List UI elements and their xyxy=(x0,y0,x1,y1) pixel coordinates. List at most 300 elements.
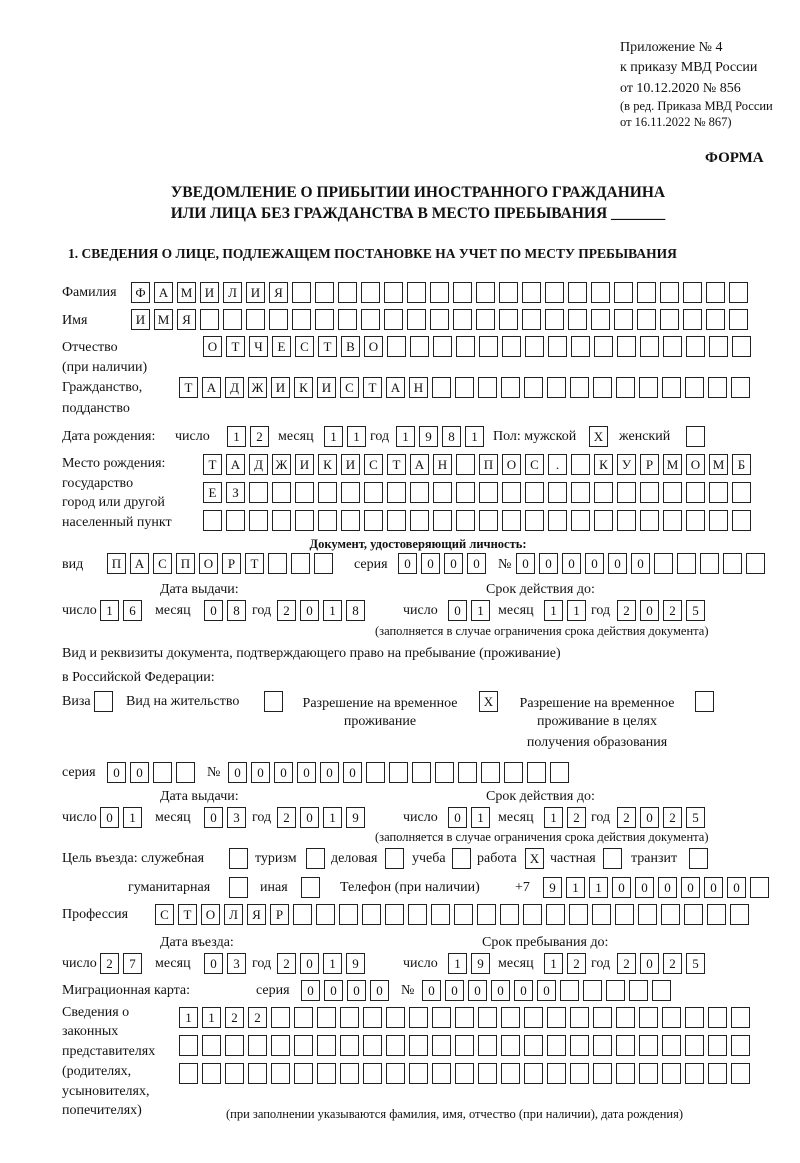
char-cell[interactable] xyxy=(385,904,404,925)
char-cell[interactable] xyxy=(361,309,380,330)
char-cell[interactable] xyxy=(662,1063,681,1084)
char-cell[interactable] xyxy=(707,904,726,925)
char-cell[interactable] xyxy=(614,309,633,330)
char-cell[interactable]: О xyxy=(201,904,220,925)
char-cell[interactable] xyxy=(203,510,222,531)
char-cell[interactable] xyxy=(456,510,475,531)
checkbox-cell[interactable] xyxy=(452,848,471,869)
char-cell[interactable]: Р xyxy=(222,553,241,574)
char-cell[interactable]: 2 xyxy=(567,953,586,974)
purpose-tourism-checkbox[interactable] xyxy=(306,848,325,869)
char-cell[interactable] xyxy=(547,377,566,398)
char-cell[interactable] xyxy=(571,454,590,475)
char-cell[interactable] xyxy=(685,1035,704,1056)
char-cell[interactable]: 2 xyxy=(663,600,682,621)
char-cell[interactable]: 1 xyxy=(123,807,142,828)
char-cell[interactable]: Р xyxy=(640,454,659,475)
char-cell[interactable] xyxy=(709,482,728,503)
surname-field[interactable] xyxy=(131,282,748,303)
char-cell[interactable]: 0 xyxy=(398,553,417,574)
char-cell[interactable] xyxy=(548,336,567,357)
char-cell[interactable] xyxy=(661,904,680,925)
char-cell[interactable] xyxy=(731,1007,750,1028)
birthplace-field-3[interactable] xyxy=(203,510,751,531)
char-cell[interactable]: Д xyxy=(249,454,268,475)
char-cell[interactable]: Т xyxy=(363,377,382,398)
char-cell[interactable] xyxy=(271,1007,290,1028)
char-cell[interactable]: Б xyxy=(732,454,751,475)
char-cell[interactable] xyxy=(639,377,658,398)
char-cell[interactable] xyxy=(410,510,429,531)
checkbox-cell[interactable] xyxy=(229,877,248,898)
char-cell[interactable] xyxy=(318,482,337,503)
char-cell[interactable]: 0 xyxy=(300,600,319,621)
char-cell[interactable] xyxy=(594,482,613,503)
char-cell[interactable]: 3 xyxy=(227,807,246,828)
char-cell[interactable] xyxy=(591,309,610,330)
char-cell[interactable]: 1 xyxy=(566,877,585,898)
char-cell[interactable] xyxy=(732,482,751,503)
purpose-official-checkbox[interactable] xyxy=(229,848,248,869)
char-cell[interactable] xyxy=(317,1007,336,1028)
char-cell[interactable] xyxy=(432,377,451,398)
entry-day-field[interactable] xyxy=(100,953,142,974)
purpose-other-checkbox[interactable] xyxy=(301,877,320,898)
char-cell[interactable]: О xyxy=(203,336,222,357)
char-cell[interactable]: 0 xyxy=(301,980,320,1001)
purpose-business-checkbox[interactable] xyxy=(385,848,404,869)
char-cell[interactable]: П xyxy=(107,553,126,574)
char-cell[interactable] xyxy=(202,1035,221,1056)
char-cell[interactable] xyxy=(432,1035,451,1056)
char-cell[interactable]: 0 xyxy=(100,807,119,828)
char-cell[interactable] xyxy=(295,482,314,503)
char-cell[interactable]: . xyxy=(548,454,567,475)
char-cell[interactable]: 1 xyxy=(544,600,563,621)
char-cell[interactable]: 1 xyxy=(465,426,484,447)
char-cell[interactable] xyxy=(732,510,751,531)
char-cell[interactable]: С xyxy=(155,904,174,925)
char-cell[interactable]: М xyxy=(709,454,728,475)
char-cell[interactable] xyxy=(550,762,569,783)
char-cell[interactable] xyxy=(408,904,427,925)
char-cell[interactable] xyxy=(386,1063,405,1084)
char-cell[interactable] xyxy=(454,904,473,925)
char-cell[interactable] xyxy=(479,336,498,357)
char-cell[interactable]: А xyxy=(154,282,173,303)
char-cell[interactable] xyxy=(314,553,333,574)
char-cell[interactable] xyxy=(387,336,406,357)
checkbox-cell[interactable]: X xyxy=(589,426,608,447)
char-cell[interactable] xyxy=(386,1035,405,1056)
char-cell[interactable] xyxy=(663,336,682,357)
char-cell[interactable] xyxy=(435,762,454,783)
char-cell[interactable]: С xyxy=(340,377,359,398)
char-cell[interactable] xyxy=(637,309,656,330)
char-cell[interactable] xyxy=(593,1007,612,1028)
char-cell[interactable] xyxy=(453,282,472,303)
char-cell[interactable]: 0 xyxy=(444,553,463,574)
char-cell[interactable] xyxy=(153,762,172,783)
checkbox-cell[interactable] xyxy=(94,691,113,712)
char-cell[interactable]: 3 xyxy=(227,953,246,974)
char-cell[interactable] xyxy=(316,904,335,925)
char-cell[interactable]: 1 xyxy=(396,426,415,447)
right-valid-month-field[interactable] xyxy=(544,807,586,828)
char-cell[interactable]: В xyxy=(341,336,360,357)
char-cell[interactable]: А xyxy=(226,454,245,475)
char-cell[interactable]: Ч xyxy=(249,336,268,357)
char-cell[interactable] xyxy=(640,482,659,503)
char-cell[interactable]: О xyxy=(686,454,705,475)
id-kind-field[interactable] xyxy=(107,553,333,574)
char-cell[interactable] xyxy=(629,980,648,1001)
char-cell[interactable]: П xyxy=(479,454,498,475)
char-cell[interactable]: 1 xyxy=(448,953,467,974)
char-cell[interactable]: 0 xyxy=(537,980,556,1001)
char-cell[interactable]: Д xyxy=(225,377,244,398)
char-cell[interactable] xyxy=(317,1063,336,1084)
purpose-transit-checkbox[interactable] xyxy=(689,848,708,869)
char-cell[interactable]: 1 xyxy=(179,1007,198,1028)
char-cell[interactable]: И xyxy=(131,309,150,330)
char-cell[interactable] xyxy=(386,1007,405,1028)
id-issue-month-field[interactable] xyxy=(204,600,246,621)
char-cell[interactable]: 0 xyxy=(204,600,223,621)
char-cell[interactable]: 0 xyxy=(635,877,654,898)
char-cell[interactable] xyxy=(409,1063,428,1084)
char-cell[interactable] xyxy=(660,309,679,330)
char-cell[interactable]: 0 xyxy=(612,877,631,898)
char-cell[interactable]: 0 xyxy=(107,762,126,783)
char-cell[interactable]: 0 xyxy=(204,807,223,828)
char-cell[interactable]: 2 xyxy=(663,953,682,974)
char-cell[interactable] xyxy=(246,309,265,330)
char-cell[interactable] xyxy=(179,1035,198,1056)
char-cell[interactable] xyxy=(731,1035,750,1056)
char-cell[interactable] xyxy=(700,553,719,574)
checkbox-cell[interactable] xyxy=(385,848,404,869)
char-cell[interactable]: С xyxy=(364,454,383,475)
char-cell[interactable] xyxy=(271,1063,290,1084)
checkbox-cell[interactable] xyxy=(301,877,320,898)
char-cell[interactable] xyxy=(570,377,589,398)
char-cell[interactable]: 0 xyxy=(704,877,723,898)
checkbox-cell[interactable] xyxy=(695,691,714,712)
char-cell[interactable] xyxy=(723,553,742,574)
char-cell[interactable] xyxy=(568,282,587,303)
char-cell[interactable] xyxy=(477,904,496,925)
checkbox-cell[interactable] xyxy=(686,426,705,447)
char-cell[interactable]: 0 xyxy=(445,980,464,1001)
char-cell[interactable]: 0 xyxy=(324,980,343,1001)
char-cell[interactable]: 7 xyxy=(123,953,142,974)
char-cell[interactable]: 1 xyxy=(544,807,563,828)
char-cell[interactable]: 0 xyxy=(448,600,467,621)
char-cell[interactable] xyxy=(433,482,452,503)
char-cell[interactable] xyxy=(654,553,673,574)
char-cell[interactable]: Т xyxy=(203,454,222,475)
char-cell[interactable] xyxy=(708,377,727,398)
char-cell[interactable] xyxy=(522,309,541,330)
char-cell[interactable] xyxy=(617,482,636,503)
char-cell[interactable] xyxy=(750,877,769,898)
char-cell[interactable]: З xyxy=(226,482,245,503)
char-cell[interactable] xyxy=(478,1007,497,1028)
char-cell[interactable] xyxy=(249,510,268,531)
id-series-field[interactable] xyxy=(398,553,486,574)
char-cell[interactable] xyxy=(294,1063,313,1084)
char-cell[interactable]: 0 xyxy=(297,762,316,783)
checkbox-cell[interactable] xyxy=(264,691,283,712)
checkbox-cell[interactable]: X xyxy=(525,848,544,869)
char-cell[interactable] xyxy=(478,1035,497,1056)
trp-checkbox[interactable] xyxy=(479,691,498,712)
char-cell[interactable] xyxy=(525,482,544,503)
char-cell[interactable] xyxy=(731,377,750,398)
char-cell[interactable]: 2 xyxy=(248,1007,267,1028)
char-cell[interactable] xyxy=(570,1063,589,1084)
char-cell[interactable] xyxy=(432,1063,451,1084)
char-cell[interactable]: Е xyxy=(203,482,222,503)
char-cell[interactable] xyxy=(407,282,426,303)
char-cell[interactable] xyxy=(456,336,475,357)
char-cell[interactable] xyxy=(593,1035,612,1056)
checkbox-cell[interactable] xyxy=(689,848,708,869)
dob-day-field[interactable] xyxy=(227,426,269,447)
char-cell[interactable] xyxy=(640,510,659,531)
char-cell[interactable]: Я xyxy=(177,309,196,330)
char-cell[interactable]: 0 xyxy=(631,553,650,574)
char-cell[interactable] xyxy=(410,336,429,357)
char-cell[interactable]: 0 xyxy=(608,553,627,574)
entry-year-field[interactable] xyxy=(277,953,365,974)
char-cell[interactable]: Л xyxy=(224,904,243,925)
char-cell[interactable] xyxy=(686,336,705,357)
char-cell[interactable] xyxy=(455,1035,474,1056)
dob-year-field[interactable] xyxy=(396,426,484,447)
char-cell[interactable]: 0 xyxy=(658,877,677,898)
char-cell[interactable] xyxy=(361,282,380,303)
char-cell[interactable]: У xyxy=(617,454,636,475)
char-cell[interactable] xyxy=(455,1007,474,1028)
char-cell[interactable] xyxy=(502,482,521,503)
char-cell[interactable] xyxy=(617,510,636,531)
char-cell[interactable]: 0 xyxy=(448,807,467,828)
char-cell[interactable] xyxy=(248,1063,267,1084)
char-cell[interactable]: 2 xyxy=(617,807,636,828)
phone-field[interactable] xyxy=(543,877,769,898)
char-cell[interactable] xyxy=(433,510,452,531)
birthplace-field-2[interactable] xyxy=(203,482,751,503)
char-cell[interactable]: Е xyxy=(272,336,291,357)
char-cell[interactable] xyxy=(431,904,450,925)
char-cell[interactable] xyxy=(456,482,475,503)
char-cell[interactable] xyxy=(340,1063,359,1084)
char-cell[interactable]: 0 xyxy=(421,553,440,574)
char-cell[interactable] xyxy=(364,482,383,503)
char-cell[interactable]: 2 xyxy=(225,1007,244,1028)
char-cell[interactable] xyxy=(706,309,725,330)
char-cell[interactable]: Я xyxy=(247,904,266,925)
migration-series-field[interactable] xyxy=(301,980,389,1001)
char-cell[interactable] xyxy=(570,1007,589,1028)
char-cell[interactable] xyxy=(479,482,498,503)
id-number-field[interactable] xyxy=(516,553,765,574)
checkbox-cell[interactable] xyxy=(306,848,325,869)
char-cell[interactable]: И xyxy=(341,454,360,475)
char-cell[interactable] xyxy=(606,980,625,1001)
reps-field-3[interactable] xyxy=(179,1063,750,1084)
char-cell[interactable] xyxy=(652,980,671,1001)
char-cell[interactable]: 0 xyxy=(422,980,441,1001)
char-cell[interactable] xyxy=(732,336,751,357)
char-cell[interactable] xyxy=(476,309,495,330)
char-cell[interactable] xyxy=(594,510,613,531)
char-cell[interactable] xyxy=(291,553,310,574)
char-cell[interactable] xyxy=(637,282,656,303)
char-cell[interactable]: Ж xyxy=(272,454,291,475)
char-cell[interactable] xyxy=(223,309,242,330)
char-cell[interactable] xyxy=(458,762,477,783)
char-cell[interactable] xyxy=(430,309,449,330)
char-cell[interactable]: 0 xyxy=(539,553,558,574)
char-cell[interactable]: 0 xyxy=(343,762,362,783)
char-cell[interactable] xyxy=(639,1063,658,1084)
char-cell[interactable] xyxy=(292,282,311,303)
char-cell[interactable] xyxy=(225,1035,244,1056)
char-cell[interactable] xyxy=(524,1007,543,1028)
char-cell[interactable] xyxy=(525,336,544,357)
char-cell[interactable]: Л xyxy=(223,282,242,303)
char-cell[interactable] xyxy=(501,1035,520,1056)
char-cell[interactable]: 1 xyxy=(323,600,342,621)
checkbox-cell[interactable] xyxy=(603,848,622,869)
char-cell[interactable] xyxy=(594,336,613,357)
reps-field-1[interactable] xyxy=(179,1007,750,1028)
char-cell[interactable] xyxy=(387,510,406,531)
char-cell[interactable]: Н xyxy=(433,454,452,475)
char-cell[interactable] xyxy=(548,482,567,503)
char-cell[interactable]: 1 xyxy=(323,807,342,828)
char-cell[interactable]: 9 xyxy=(346,953,365,974)
right-series-field[interactable] xyxy=(107,762,195,783)
char-cell[interactable] xyxy=(523,904,542,925)
char-cell[interactable]: М xyxy=(154,309,173,330)
char-cell[interactable] xyxy=(315,282,334,303)
purpose-work-checkbox[interactable] xyxy=(525,848,544,869)
stay-day-field[interactable] xyxy=(448,953,490,974)
char-cell[interactable] xyxy=(295,510,314,531)
char-cell[interactable]: Я xyxy=(269,282,288,303)
char-cell[interactable]: 5 xyxy=(686,807,705,828)
char-cell[interactable]: 1 xyxy=(100,600,119,621)
char-cell[interactable] xyxy=(662,1035,681,1056)
char-cell[interactable] xyxy=(268,553,287,574)
char-cell[interactable] xyxy=(476,282,495,303)
char-cell[interactable] xyxy=(527,762,546,783)
char-cell[interactable] xyxy=(547,1063,566,1084)
char-cell[interactable]: А xyxy=(130,553,149,574)
char-cell[interactable]: 0 xyxy=(516,553,535,574)
char-cell[interactable] xyxy=(384,309,403,330)
char-cell[interactable]: И xyxy=(317,377,336,398)
char-cell[interactable]: С xyxy=(525,454,544,475)
char-cell[interactable] xyxy=(546,904,565,925)
char-cell[interactable] xyxy=(364,510,383,531)
char-cell[interactable]: 2 xyxy=(617,953,636,974)
char-cell[interactable] xyxy=(571,510,590,531)
right-valid-year-field[interactable] xyxy=(617,807,705,828)
char-cell[interactable] xyxy=(433,336,452,357)
purpose-private-checkbox[interactable] xyxy=(603,848,622,869)
char-cell[interactable] xyxy=(639,1035,658,1056)
char-cell[interactable]: 0 xyxy=(585,553,604,574)
char-cell[interactable] xyxy=(616,1063,635,1084)
id-valid-year-field[interactable] xyxy=(617,600,705,621)
id-issue-year-field[interactable] xyxy=(277,600,365,621)
char-cell[interactable]: 9 xyxy=(346,807,365,828)
sex-female-checkbox[interactable] xyxy=(686,426,705,447)
char-cell[interactable] xyxy=(389,762,408,783)
id-valid-day-field[interactable] xyxy=(448,600,490,621)
char-cell[interactable] xyxy=(524,377,543,398)
char-cell[interactable] xyxy=(638,904,657,925)
trp-edu-checkbox[interactable] xyxy=(695,691,714,712)
char-cell[interactable] xyxy=(363,1035,382,1056)
char-cell[interactable]: Н xyxy=(409,377,428,398)
char-cell[interactable]: А xyxy=(410,454,429,475)
char-cell[interactable]: К xyxy=(294,377,313,398)
char-cell[interactable]: 1 xyxy=(324,426,343,447)
char-cell[interactable] xyxy=(570,1035,589,1056)
char-cell[interactable] xyxy=(568,309,587,330)
char-cell[interactable] xyxy=(293,904,312,925)
char-cell[interactable] xyxy=(685,377,704,398)
char-cell[interactable]: 0 xyxy=(562,553,581,574)
checkbox-cell[interactable] xyxy=(229,848,248,869)
char-cell[interactable]: М xyxy=(177,282,196,303)
char-cell[interactable] xyxy=(684,904,703,925)
char-cell[interactable] xyxy=(708,1063,727,1084)
char-cell[interactable]: 0 xyxy=(251,762,270,783)
char-cell[interactable]: П xyxy=(176,553,195,574)
char-cell[interactable]: Т xyxy=(179,377,198,398)
char-cell[interactable]: 1 xyxy=(589,877,608,898)
char-cell[interactable]: 0 xyxy=(727,877,746,898)
char-cell[interactable]: 1 xyxy=(544,953,563,974)
checkbox-cell[interactable]: X xyxy=(479,691,498,712)
char-cell[interactable]: 1 xyxy=(323,953,342,974)
char-cell[interactable] xyxy=(662,1007,681,1028)
char-cell[interactable] xyxy=(202,1063,221,1084)
char-cell[interactable]: 1 xyxy=(227,426,246,447)
id-issue-day-field[interactable] xyxy=(100,600,142,621)
char-cell[interactable]: 0 xyxy=(370,980,389,1001)
char-cell[interactable]: 8 xyxy=(227,600,246,621)
char-cell[interactable] xyxy=(479,510,498,531)
char-cell[interactable] xyxy=(200,309,219,330)
char-cell[interactable] xyxy=(709,336,728,357)
char-cell[interactable]: 5 xyxy=(686,600,705,621)
char-cell[interactable] xyxy=(294,1035,313,1056)
char-cell[interactable]: А xyxy=(386,377,405,398)
char-cell[interactable] xyxy=(410,482,429,503)
char-cell[interactable]: А xyxy=(202,377,221,398)
char-cell[interactable] xyxy=(455,1063,474,1084)
char-cell[interactable] xyxy=(430,282,449,303)
char-cell[interactable]: 0 xyxy=(347,980,366,1001)
